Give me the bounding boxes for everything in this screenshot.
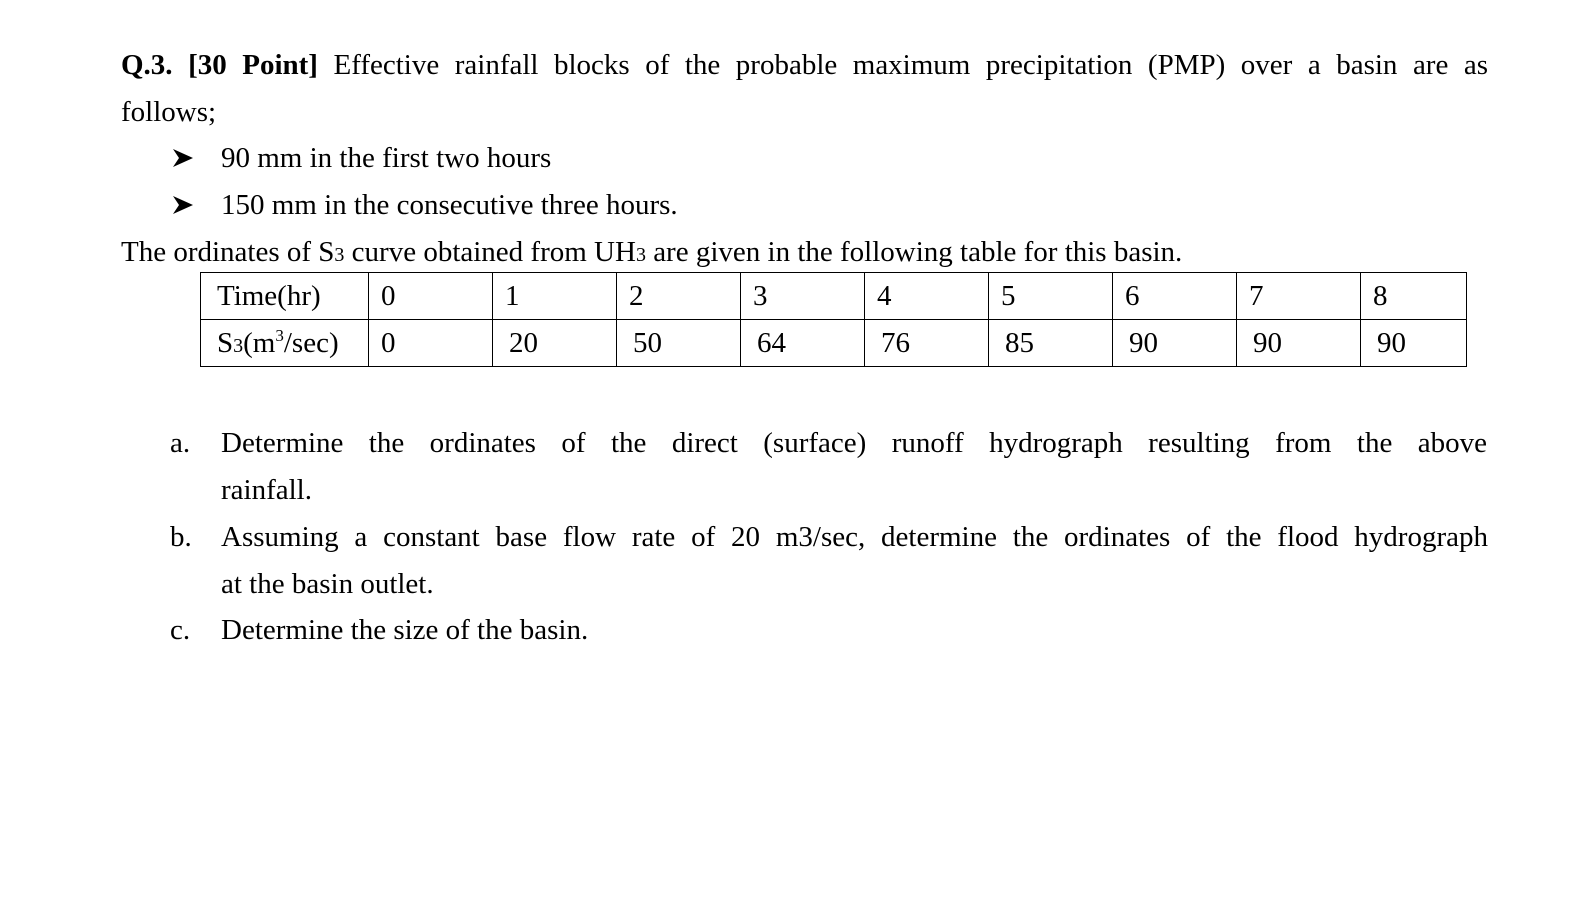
part-a-line-1: Determine the ordinates of the direct (surface) runoff hydrograph resulting from the above xyxy=(221,427,1487,459)
question-number: Q.3. xyxy=(121,49,173,81)
table-cell: 85 xyxy=(989,320,1113,367)
bullet-item-1: 90 mm in the first two hours xyxy=(221,142,552,174)
table-row-time xyxy=(201,273,1467,320)
table-cell: 20 xyxy=(493,320,617,367)
row-header-time: Time(hr) xyxy=(201,273,369,320)
question-line-1 xyxy=(121,48,1488,82)
table-cell: 0 xyxy=(369,273,493,320)
arrow-bullet-icon xyxy=(172,194,194,216)
s3-curve-table xyxy=(200,272,1467,367)
part-a-label: a. xyxy=(170,427,191,459)
part-b-line-1: Assuming a constant base flow rate of 20 m3/sec, determine the ordinates of the flood hydrograph xyxy=(221,521,1488,553)
table-cell: 76 xyxy=(865,320,989,367)
table-cell: 90 xyxy=(1237,320,1361,367)
question-points: [30 Point] xyxy=(188,49,318,81)
table-cell: 64 xyxy=(741,320,865,367)
bullet-item-2: 150 mm in the consecutive three hours. xyxy=(221,189,678,221)
arrow-bullet-icon xyxy=(172,147,194,169)
part-c-label: c. xyxy=(170,614,191,646)
table-cell: 5 xyxy=(989,273,1113,320)
question-intro: Effective rainfall blocks of the probable maximum precipitation (PMP) over a basin are as xyxy=(333,49,1489,81)
part-b-label: b. xyxy=(170,521,192,553)
part-b-line-2: at the basin outlet. xyxy=(221,568,434,600)
table-cell: 2 xyxy=(617,273,741,320)
table-cell: 3 xyxy=(741,273,865,320)
table-cell: 6 xyxy=(1113,273,1237,320)
question-line-2: follows; xyxy=(121,96,217,128)
table-cell: 50 xyxy=(617,320,741,367)
table-cell: 90 xyxy=(1361,320,1467,367)
table-caption: The ordinates of S3 curve obtained from UH3 are given in the following table for this basin. xyxy=(121,236,1183,268)
table-cell: 4 xyxy=(865,273,989,320)
part-a-line-2: rainfall. xyxy=(221,474,312,506)
part-c-line-1: Determine the size of the basin. xyxy=(221,614,589,646)
table-cell: 8 xyxy=(1361,273,1467,320)
table-cell: 0 xyxy=(369,320,493,367)
row-header-s3: $S3(m^3/\sec)$ xyxy=(201,320,369,367)
table-cell: 1 xyxy=(493,273,617,320)
table-cell: 90 xyxy=(1113,320,1237,367)
table-cell: 7 xyxy=(1237,273,1361,320)
table-row-s3 xyxy=(201,320,1467,367)
